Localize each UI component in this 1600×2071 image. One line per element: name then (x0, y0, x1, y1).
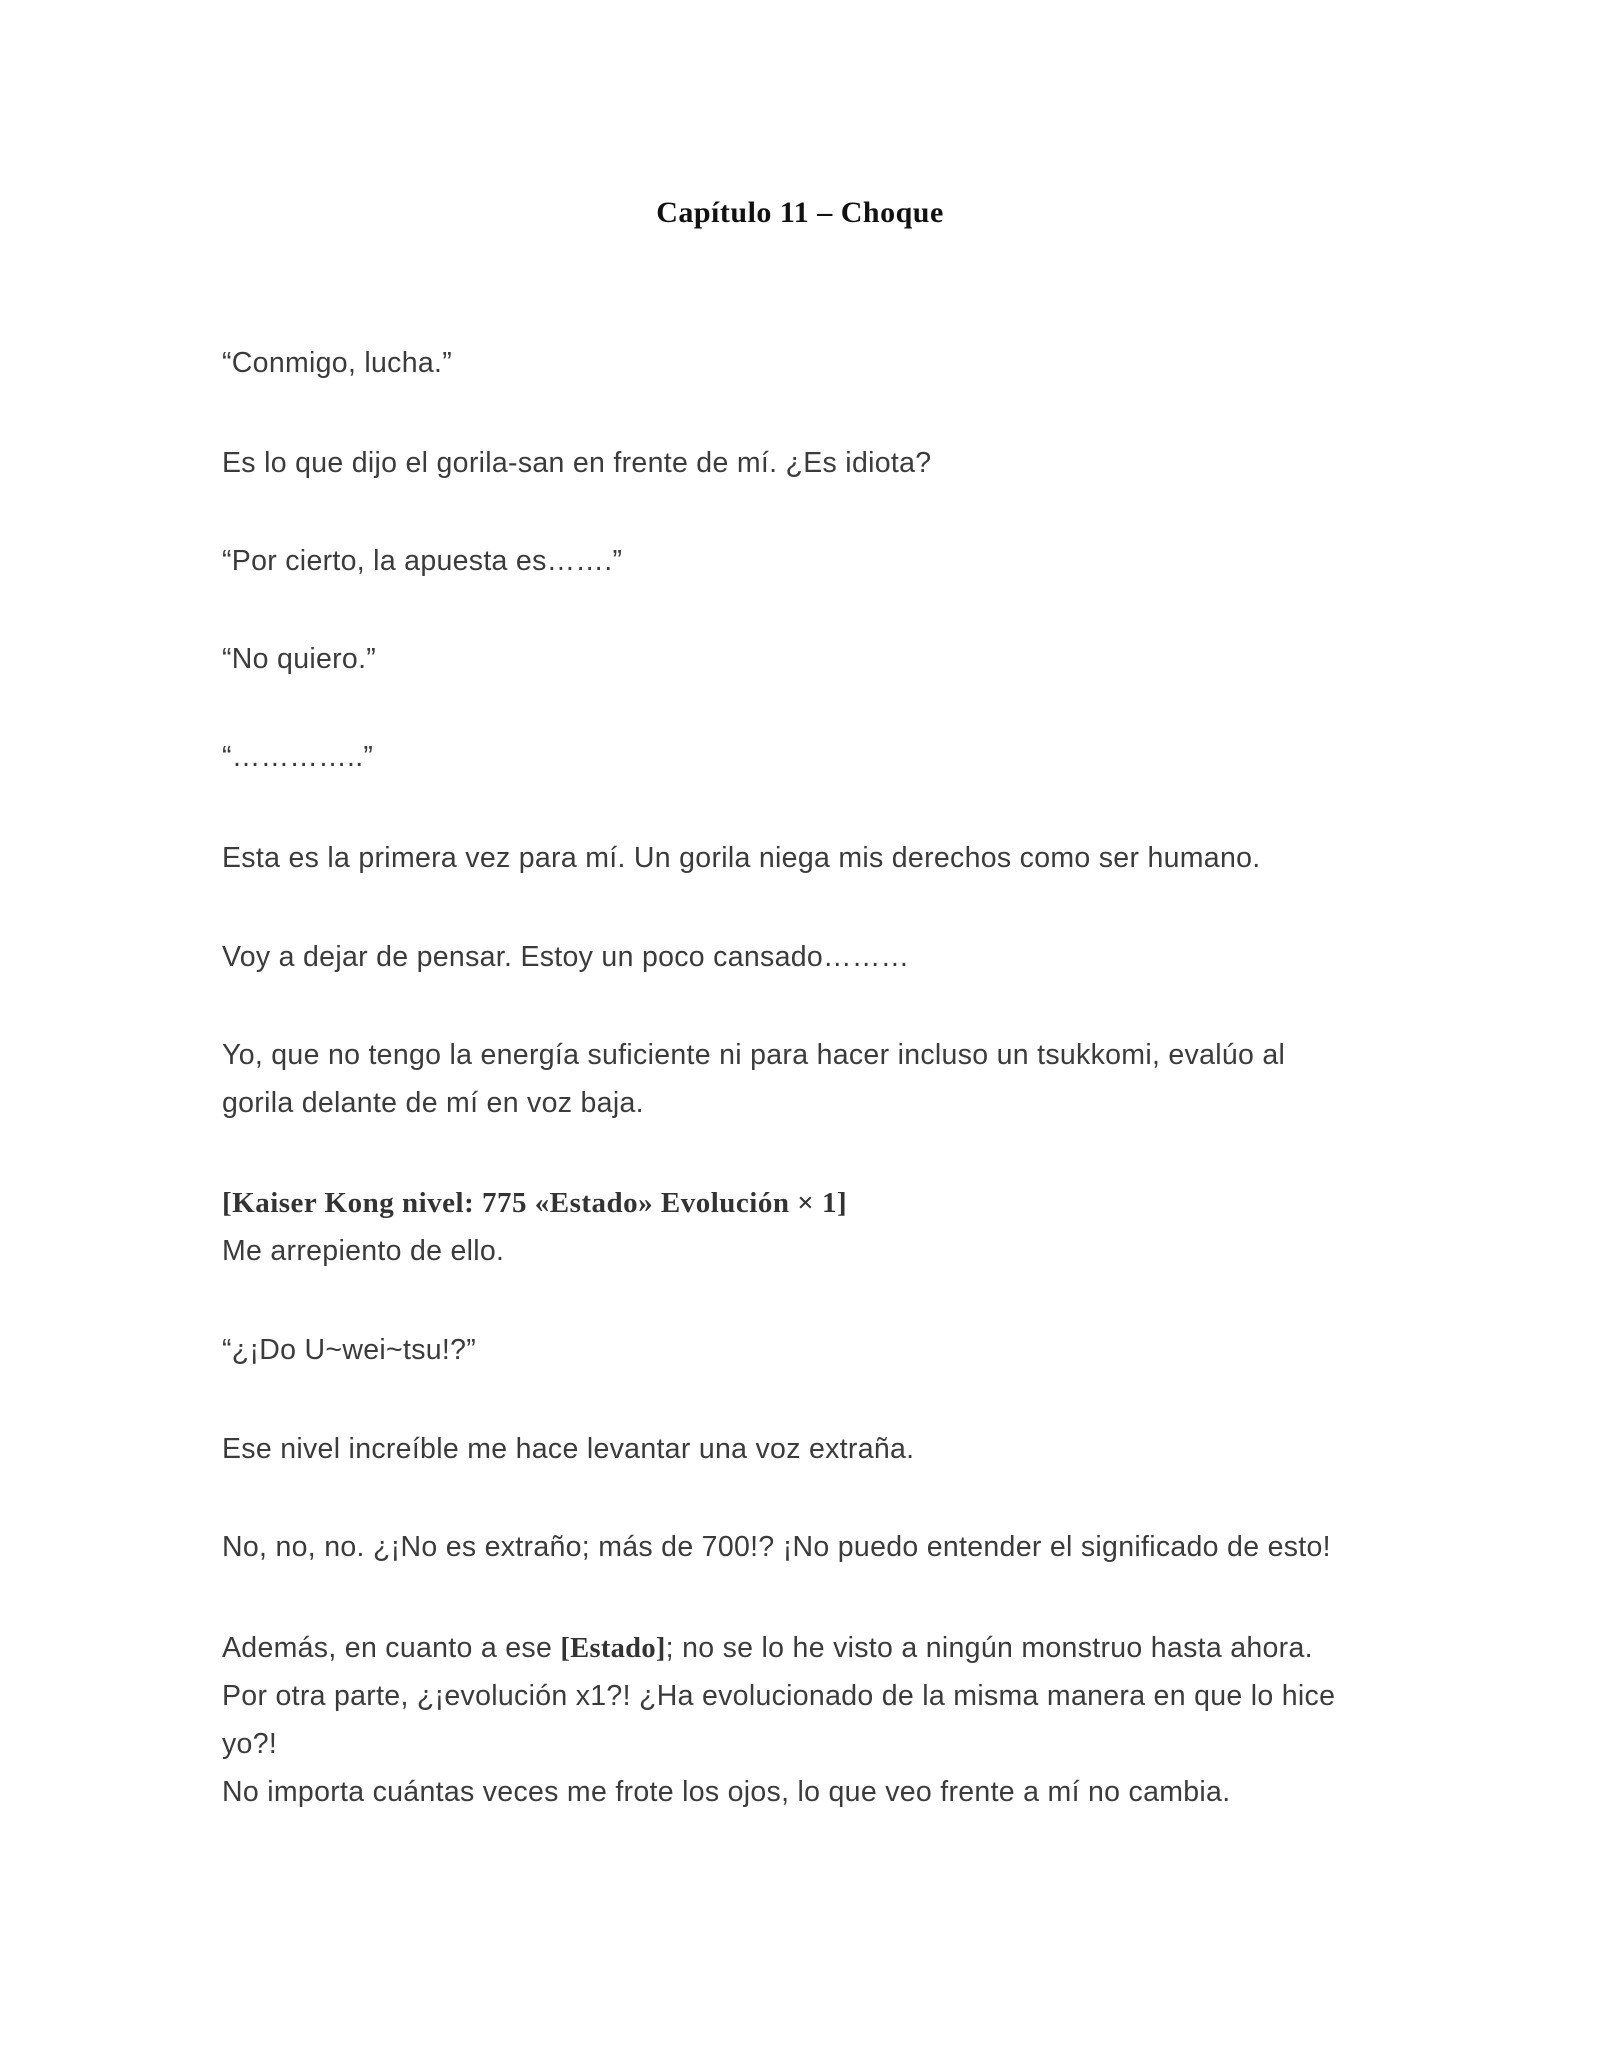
estado-term: [Estado] (560, 1633, 666, 1664)
paragraph-line: gorila delante de mí en voz baja. (222, 1087, 644, 1119)
paragraph-line: yo?! (222, 1728, 278, 1760)
paragraph-line: Me arrepiento de ello. (222, 1235, 505, 1267)
paragraph-line: Ese nivel increíble me hace levantar una voz extraña. (222, 1433, 915, 1465)
chapter-title: Capítulo 11 – Choque (656, 196, 944, 229)
paragraph-line: No importa cuántas veces me frote los ojos, lo que veo frente a mí no cambia. (222, 1776, 1231, 1808)
paragraph-line: Yo, que no tengo la energía suficiente ni para hacer incluso un tsukkomi, evalúo al (222, 1039, 1286, 1071)
paragraph-line: No, no, no. ¿¡No es extraño; más de 700!? ¡No puedo entender el significado de esto! (222, 1531, 1331, 1563)
paragraph-line: “¿¡Do U~wei~tsu!?” (222, 1334, 477, 1366)
text-segment: Además, en cuanto a ese (222, 1632, 561, 1664)
text-segment: ; no se lo he visto a ningún monstruo hasta ahora. (665, 1632, 1313, 1664)
paragraph-line: “Conmigo, lucha.” (222, 347, 453, 379)
paragraph-line: Por otra parte, ¿¡evolución x1?! ¿Ha evolucionado de la misma manera en que lo hice (222, 1680, 1336, 1712)
paragraph-line: “…………..” (222, 741, 374, 773)
paragraph-line: Esta es la primera vez para mí. Un gorila niega mis derechos como ser humano. (222, 842, 1261, 874)
paragraph-line: Voy a dejar de pensar. Estoy un poco cansado……… (222, 941, 910, 973)
status-readout: [Kaiser Kong nivel: 775 «Estado» Evolución × 1] (222, 1187, 848, 1219)
paragraph-line: Es lo que dijo el gorila-san en frente de mí. ¿Es idiota? (222, 447, 932, 479)
paragraph-line: “Por cierto, la apuesta es…….” (222, 545, 623, 577)
paragraph-line (222, 1632, 1313, 1665)
paragraph-line: “No quiero.” (222, 643, 377, 675)
